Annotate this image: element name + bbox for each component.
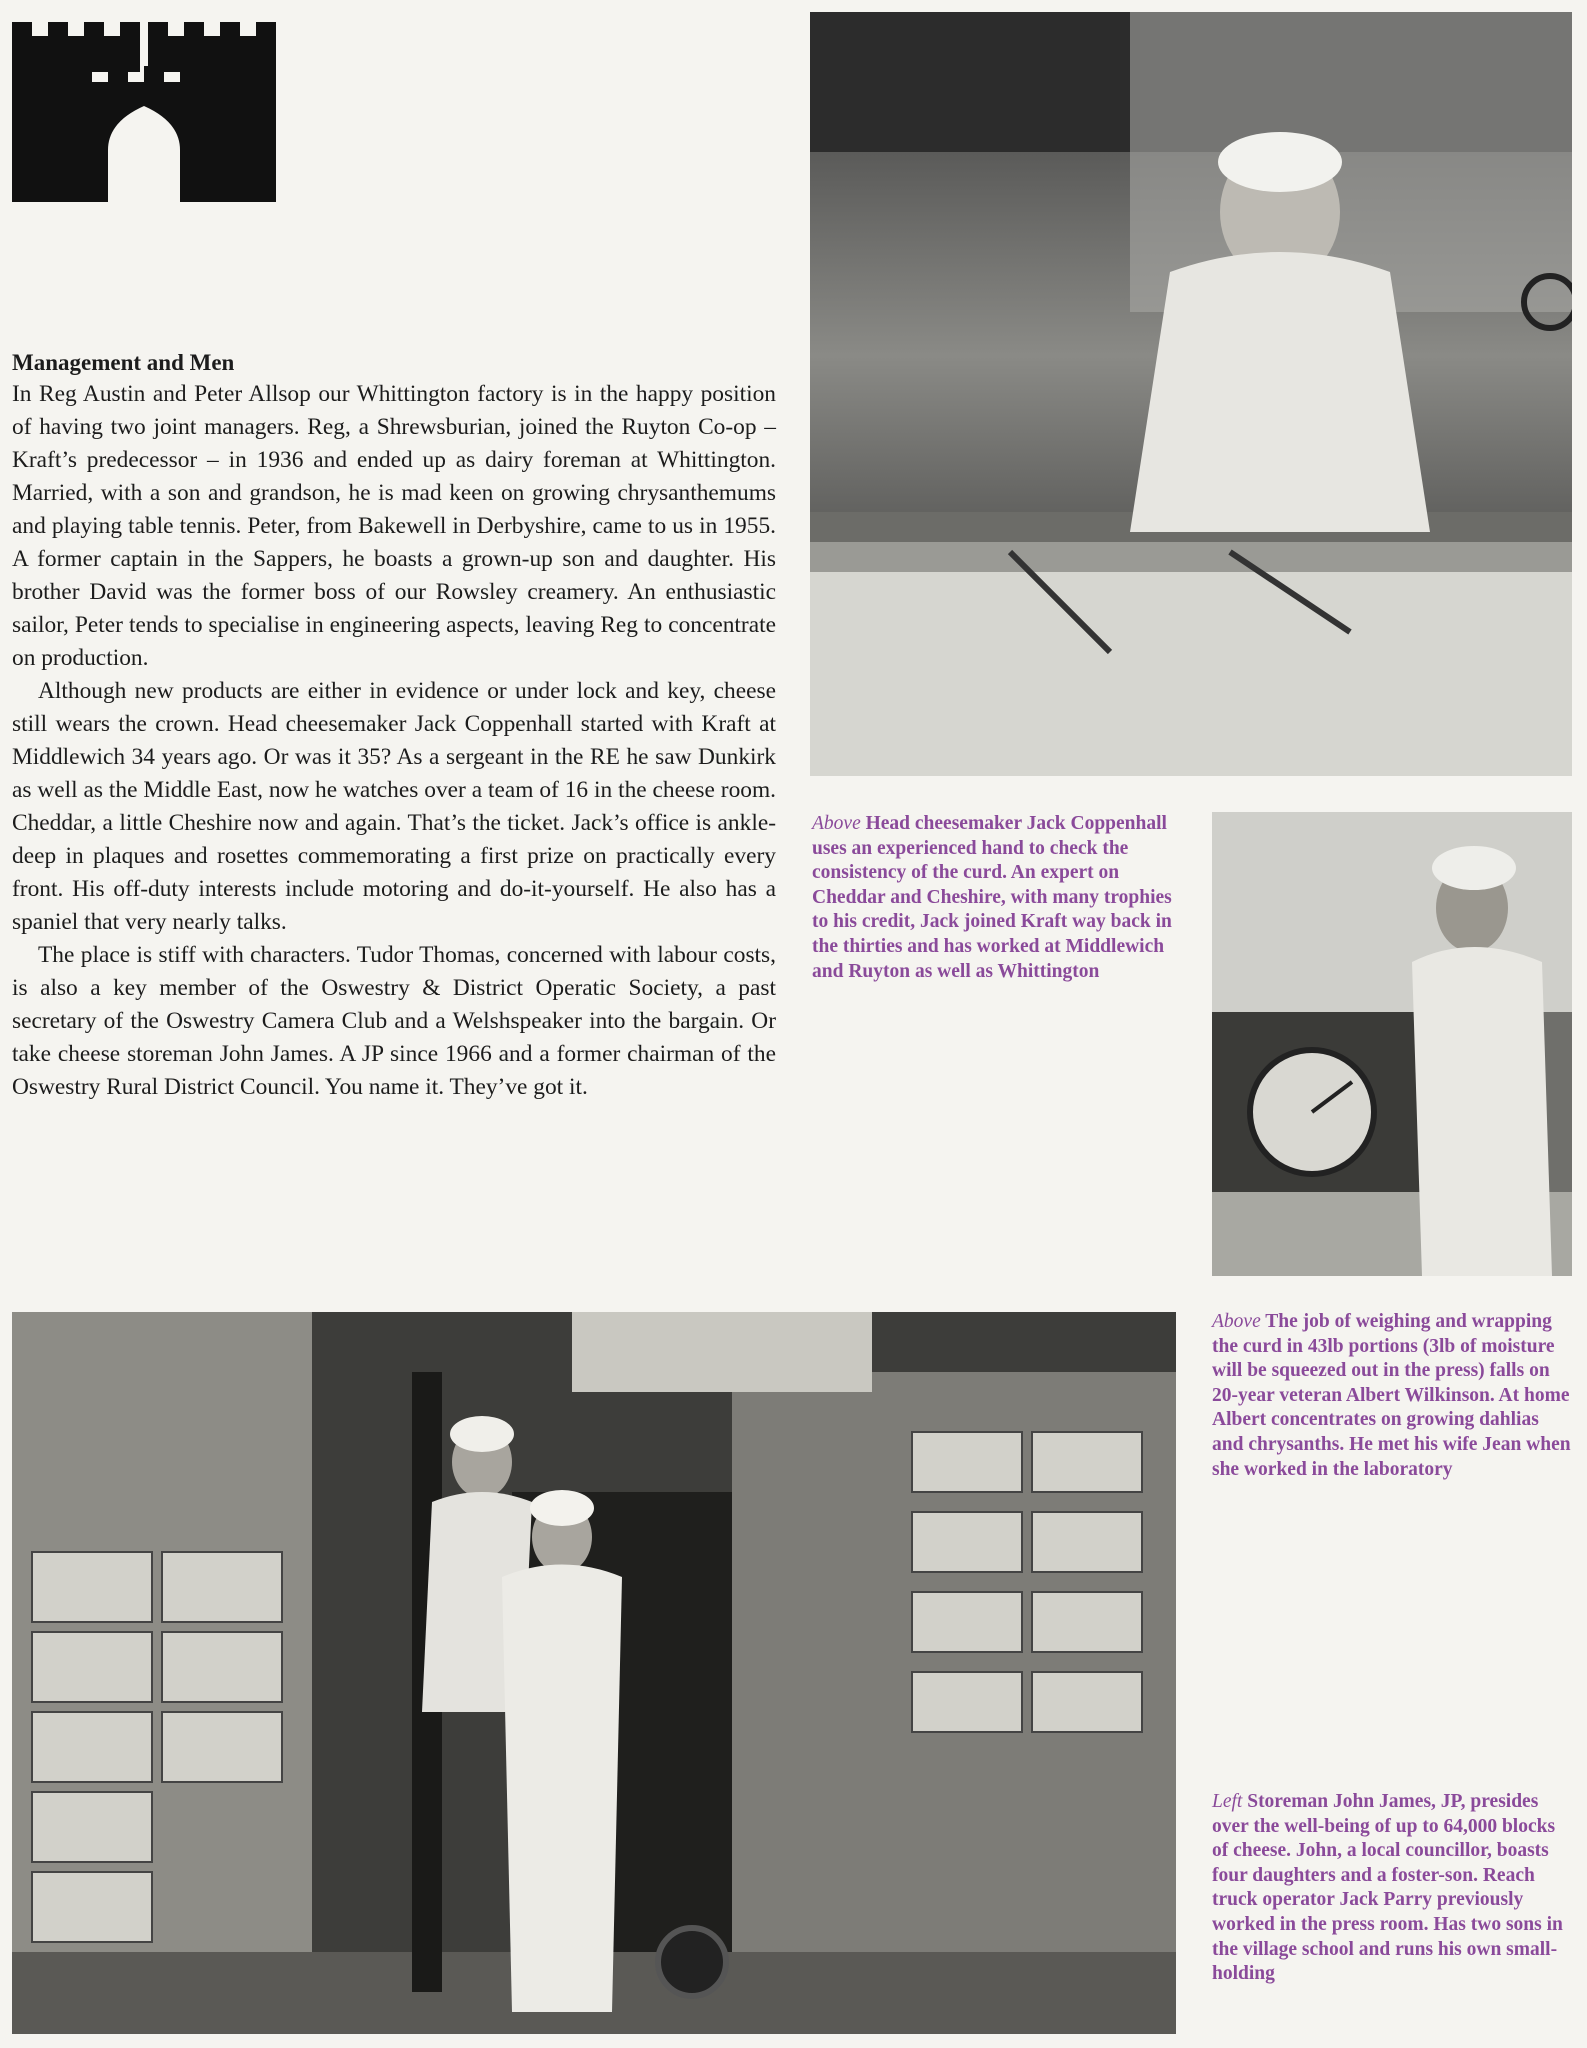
caption-weighing: [1212, 1310, 1574, 1482]
article: [12, 348, 776, 1104]
article-heading: Management and Men: [12, 350, 235, 375]
caption-cheesemaker-lead: Above: [812, 813, 861, 834]
article-paragraph-3: The place is stiff with characters. Tudor Thomas, concerned with labour costs, is also a key member of the Oswestry & District Operatic Society, a past secretary of the Oswestry Camera Club and a Welshspeaker into the bargain. Or take cheese storeman John James. A JP since 1966 and a former chairman of the Oswestry Rural District Council. You name it. They’ve got it.: [12, 942, 776, 1100]
photo-cheese-store: [12, 1312, 1176, 2034]
photo-cheesemaker: [810, 12, 1572, 776]
photo-weighing: [1212, 812, 1572, 1276]
caption-cheesemaker: [812, 812, 1184, 984]
caption-weighing-lead: Above: [1212, 1311, 1261, 1332]
caption-weighing-text: The job of weighing and wrapping the curd in 43lb portions (3lb of moisture will be squeezed out in the press) falls on 20-year veteran Albert Wilkinson. At home Albert concentrates on growing dahlias and chrysanths. He met his wife Jean when she worked in the laboratory: [1212, 1311, 1571, 1480]
castle-logo-icon: [12, 22, 276, 202]
caption-storeman: [1212, 1790, 1574, 1987]
article-paragraph-1: In Reg Austin and Peter Allsop our Whittington factory is in the happy position of having two joint managers. Reg, a Shrewsburian, joined the Ruyton Co-op – Kraft’s predecessor – in 1936 and ended up as dairy foreman at Whittington. Married, with a son and grandson, he is mad keen on growing chrysanthemums and playing table tennis. Peter, from Bakewell in Derbyshire, came to us in 1955. A former captain in the Sappers, he boasts a grown-up son and daughter. His brother David was the former boss of our Rowsley creamery. An enthusiastic sailor, Peter tends to specialise in engineering aspects, leaving Reg to concentrate on production.: [12, 381, 776, 671]
caption-storeman-text: Storeman John James, JP, presides over the well-being of up to 64,000 blocks of cheese. John, a local councillor, boasts four daughters and a foster-son. Reach truck operator Jack Parry previously worked in the press room. Has two sons in the village school and runs his own smallholding: [1212, 1791, 1563, 1985]
caption-storeman-lead: Left: [1212, 1791, 1243, 1812]
caption-cheesemaker-text: Head cheesemaker Jack Coppenhall uses an experienced hand to check the consistency of the curd. An expert on Cheddar and Cheshire, with many trophies to his credit, Jack joined Kraft way back in the thirties and has worked at Middlewich and Ruyton as well as Whittington: [812, 813, 1172, 982]
article-paragraph-2: Although new products are either in evidence or under lock and key, cheese still wears the crown. Head cheesemaker Jack Coppenhall started with Kraft at Middlewich 34 years ago. Or was it 35? As a sergeant in the RE he saw Dunkirk as well as the Middle East, now he watches over a team of 16 in the cheese room. Cheddar, a little Cheshire now and again. That’s the ticket. Jack’s office is ankle-deep in plaques and rosettes commemorating a first prize on practically every front. His off-duty interests include motoring and do-it-yourself. He also has a spaniel that very nearly talks.: [12, 678, 776, 935]
